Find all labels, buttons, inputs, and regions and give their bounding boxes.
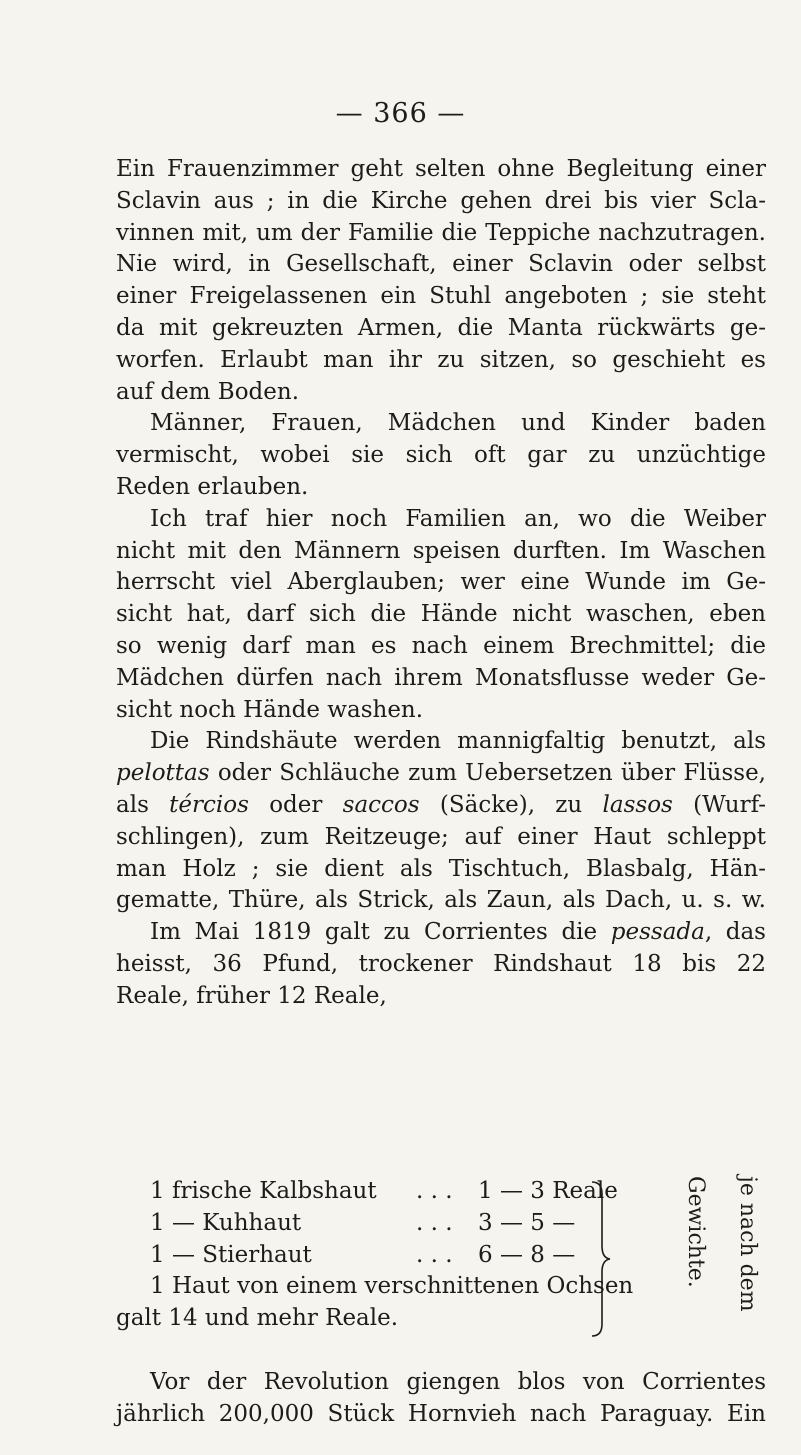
text-line: Mädchen dürfen nach ihrem Monatsflusse weder Ge- [116,664,766,691]
text-line: da mit gekreuzten Armen, die Manta rückwärts ge- [116,314,766,341]
text-line: Im Mai 1819 galt zu Corrientes die pessada, das [150,919,766,946]
closing-text [116,1367,766,1431]
text-line: Männer, Frauen, Mädchen und Kinder baden [150,410,766,437]
text-line: so wenig darf man es nach einem Brechmittel; die [116,632,766,659]
text-line: jährlich 200,000 Stück Hornvieh nach Paraguay. Ein [116,1400,766,1427]
text-line: Nie wird, in Gesellschaft, einer Sclavin oder selbst [116,251,766,278]
side-note [626,1176,776,1336]
curly-brace-icon [588,1180,612,1338]
price-dots: . . . [416,1241,453,1268]
text-line: pelottas oder Schläuche zum Uebersetzen über Flüsse, [116,760,766,787]
italic-term: tércios [169,791,249,818]
text-line: man Holz ; sie dient als Tischtuch, Blasbalg, Hän- [116,855,766,882]
side-note-depending: je nach dem [735,1176,760,1312]
price-item: 1 Haut von einem verschnittenen Ochsen [150,1273,634,1300]
price-value: 6 — 8 — [478,1241,576,1268]
price-value: 3 — 5 — [478,1209,576,1236]
price-item: 1 — Stierhaut [150,1241,312,1268]
text-line: einer Freigelassenen ein Stuhl angeboten ; sie steht [116,283,766,310]
text-line: Reden erlauben. [116,473,309,500]
text-line: als tércios oder saccos (Säcke), zu lassos (Wurf- [116,791,767,818]
text-line: heisst, 36 Pfund, trockener Rindshaut 18 bis 22 [116,950,766,977]
price-dots: . . . [416,1209,453,1236]
price-value: 1 — 3 Reale [478,1178,618,1204]
text-line: Reale, früher 12 Reale, [116,982,387,1009]
italic-term: lassos [602,791,673,818]
body-text [116,154,766,1013]
text-line: Die Rindshäute werden mannigfaltig benutzt, als [150,728,766,755]
text-line: Sclavin aus ; in die Kirche gehen drei bis vier Scla- [116,187,766,214]
text-line: sicht hat, darf sich die Hände nicht waschen, eben [116,601,766,628]
text-line: vermischt, wobei sie sich oft gar zu unzüchtige [116,442,766,469]
text-line: worfen. Erlaubt man ihr zu sitzen, so geschieht es [116,346,766,373]
text-line: vinnen mit, um der Familie die Teppiche nachzutragen. [116,219,766,246]
price-item: galt 14 und mehr Reale. [116,1305,399,1332]
italic-term: pelottas [116,760,210,787]
text-line: Ein Frauenzimmer geht selten ohne Begleitung einer [116,156,766,182]
italic-term: saccos [342,791,420,818]
price-dots: . . . [416,1178,453,1204]
text-line: Ich traf hier noch Familien an, wo die Weiber [150,505,766,532]
text-line: herrscht viel Aberglauben; wer eine Wunde im Ge- [116,569,766,596]
italic-term: pessada [610,919,705,946]
text-line: nicht mit den Männern speisen durften. Im Waschen [116,537,766,564]
text-line: schlingen), zum Reitzeuge; auf einer Haut schleppt [116,823,766,850]
price-item: 1 — Kuhhaut [150,1209,302,1236]
text-line: sicht noch Hände washen. [116,696,424,723]
text-line: gematte, Thüre, als Strick, als Zaun, als Dach, u. s. w. [116,887,766,914]
text-line: Vor der Revolution giengen blos von Corrientes [150,1369,766,1395]
price-item: 1 frische Kalbshaut [150,1178,377,1204]
page-number: — 366 — [335,98,466,129]
text-line: auf dem Boden. [116,378,300,405]
side-note-weight: Gewichte. [683,1176,708,1288]
